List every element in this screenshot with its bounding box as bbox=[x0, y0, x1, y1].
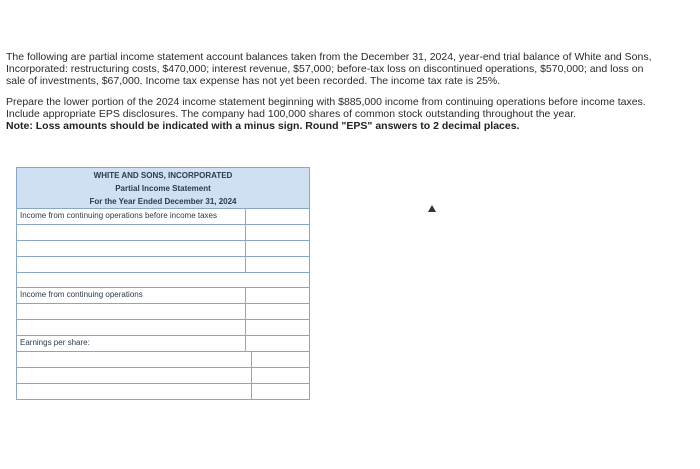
table-row bbox=[17, 367, 309, 383]
table-row bbox=[17, 335, 309, 351]
problem-paragraph-2 bbox=[6, 96, 656, 132]
problem-note: Note: Loss amounts should be indicated with a minus sign. Round "EPS" answers to 2 decimal places. bbox=[6, 120, 520, 132]
label-input[interactable] bbox=[17, 225, 246, 240]
problem-text bbox=[6, 51, 656, 141]
table-row bbox=[17, 224, 309, 240]
amount-input[interactable] bbox=[252, 368, 309, 383]
amount-input[interactable] bbox=[246, 304, 309, 319]
label-input[interactable] bbox=[17, 257, 246, 272]
amount-input-income-before-taxes[interactable] bbox=[246, 209, 309, 224]
amount-input[interactable] bbox=[246, 320, 309, 335]
problem-paragraph-1: The following are partial income statement account balances taken from the December 31, 2024, year-end trial balance of White and Sons, Incorporated: restructuring costs, $470,000; interest revenue, $57,000; before-tax loss on discontinued operations, $570,000; and loss on sale of investments, $67,000. Income tax expense has not yet been recorded. The income tax rate is 25%. bbox=[6, 51, 652, 87]
table-row bbox=[17, 256, 309, 272]
table-row bbox=[17, 351, 309, 367]
label-input[interactable] bbox=[17, 304, 246, 319]
amount-input[interactable] bbox=[252, 352, 309, 367]
table-row-spacer bbox=[17, 272, 309, 287]
statement-period: For the Year Ended December 31, 2024 bbox=[17, 195, 309, 208]
label-input[interactable] bbox=[17, 352, 252, 367]
income-statement-table bbox=[16, 167, 310, 400]
label-input[interactable] bbox=[17, 241, 246, 256]
table-row bbox=[17, 208, 309, 224]
statement-company: WHITE AND SONS, INCORPORATED bbox=[17, 168, 309, 182]
table-row bbox=[17, 319, 309, 335]
mouse-cursor-icon bbox=[428, 205, 436, 212]
label-input[interactable] bbox=[17, 368, 252, 383]
amount-input-income-continuing[interactable] bbox=[246, 288, 309, 303]
amount-input[interactable] bbox=[246, 257, 309, 272]
label-input[interactable] bbox=[17, 384, 252, 399]
table-row bbox=[17, 287, 309, 303]
table-row bbox=[17, 240, 309, 256]
amount-input[interactable] bbox=[246, 241, 309, 256]
amount-input[interactable] bbox=[246, 225, 309, 240]
row-label-income-continuing: Income from continuing operations bbox=[17, 288, 246, 303]
problem-instructions: Prepare the lower portion of the 2024 income statement beginning with $885,000 income from continuing operations before income taxes. Include appropriate EPS disclosures. The company had 100,000 shares of common stock outstanding throughout the year. bbox=[6, 96, 646, 120]
statement-title: Partial Income Statement bbox=[17, 182, 309, 195]
row-label-eps: Earnings per share: bbox=[17, 336, 246, 351]
table-row bbox=[17, 303, 309, 319]
amount-input[interactable] bbox=[252, 384, 309, 399]
row-label-income-before-taxes: Income from continuing operations before income taxes bbox=[17, 209, 246, 224]
table-row bbox=[17, 383, 309, 399]
label-input[interactable] bbox=[17, 320, 246, 335]
